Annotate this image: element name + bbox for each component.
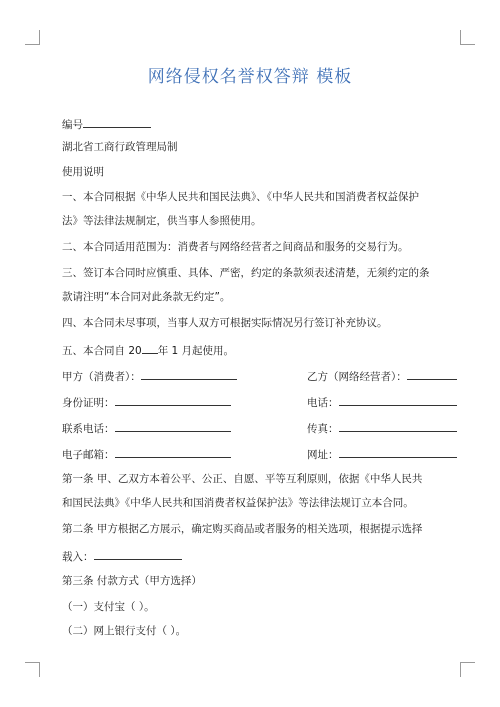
crop-mark-bottom-left [25,662,40,677]
instruction-line: 二、本合同适用范围为：消费者与网络经营者之间商品和服务的交易行为。 [62,241,409,253]
contact-line [62,420,339,436]
article-3-heading: 第三条 付款方式（甲方选择） [62,575,202,587]
email-line [62,446,339,462]
effective-suffix: 年 1 月起使用。 [157,345,235,357]
article-1-line: 第一条 甲、乙双方本着公平、公正、自愿、平等互利原则，依据《中华人民共 [62,473,423,485]
party-a-field[interactable] [141,368,237,380]
effective-date-line [62,342,234,358]
contact-phone-label: 联系电话： [62,423,115,435]
article-2-input-line [62,548,182,564]
fax-field[interactable] [339,420,457,432]
number-line [62,116,151,132]
party-b-label: 乙方（网络经营者）： [307,371,407,383]
id-field[interactable] [115,394,231,406]
website-group [307,446,457,462]
instruction-line: 三、签订本合同时应慎重、具体、严密，约定的条款须表述清楚，无须约定的条 [62,267,430,279]
payment-option: （二）网上银行支付（ ）。 [62,625,187,637]
phone-label: 电话： [307,397,339,409]
party-a-line [62,368,407,384]
number-label: 编号 [62,119,83,131]
crop-mark-top-right [460,30,475,45]
document-title: 网络侵权名誉权答辩 模板 [147,67,353,87]
instruction-line: 款请注明“本合同对此条款无约定”。 [62,291,231,303]
id-label: 身份证明： [62,397,115,409]
article-2-field[interactable] [94,548,182,560]
payment-option: （一）支付宝（ ）。 [62,601,155,613]
instruction-line: 法》等法律法规制定，供当事人参照使用。 [62,215,262,227]
fax-label: 传真： [307,423,339,435]
phone-group [307,394,457,410]
number-blank [83,116,151,128]
contact-phone-field[interactable] [115,420,231,432]
instruction-line: 四、本合同未尽事项，当事人双方可根据实际情况另行签订补充协议。 [62,317,388,329]
email-field[interactable] [115,446,231,458]
website-field[interactable] [339,446,457,458]
id-line [62,394,339,410]
crop-mark-top-left [25,30,40,45]
crop-mark-bottom-right [460,662,475,677]
party-b-group [307,368,457,384]
fax-group [307,420,457,436]
email-label: 电子邮箱： [62,449,115,461]
article-2-label: 载入： [62,551,94,563]
issuer: 湖北省工商行政管理局制 [62,141,178,153]
website-label: 网址： [307,449,339,461]
instruction-line: 一、本合同根据《中华人民共和国民法典》、《中华人民共和国消费者权益保护 [62,191,419,203]
phone-field[interactable] [339,394,457,406]
effective-prefix: 五、本合同自 20 [62,345,142,357]
instructions-heading: 使用说明 [62,166,104,178]
party-b-field[interactable] [407,368,457,380]
article-1-line: 和国民法典》《中华人民共和国消费者权益保护法》等法律法规订立本合同。 [62,497,414,509]
article-2-line: 第二条 甲方根据乙方展示，确定购买商品或者服务的相关选项，根据提示选择 [62,523,423,535]
party-a-label: 甲方（消费者）： [62,371,141,383]
year-blank [142,342,158,354]
